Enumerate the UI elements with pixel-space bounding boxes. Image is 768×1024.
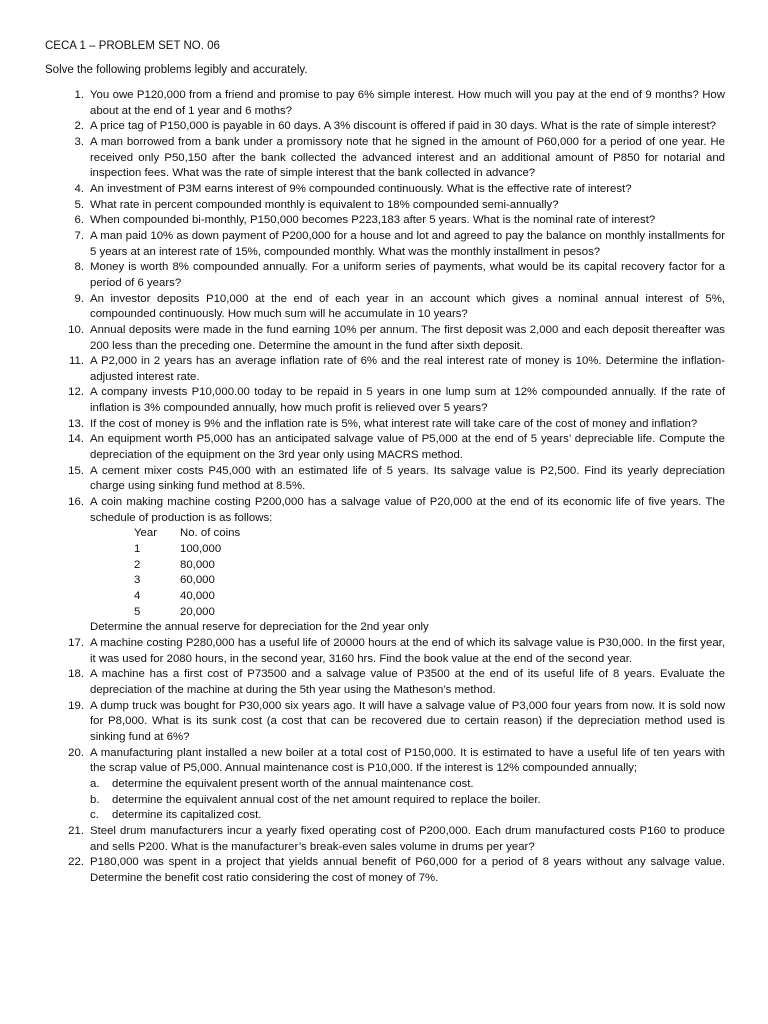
sub-question-letter: a.: [90, 777, 100, 790]
problem-text: A man paid 10% as down payment of P200,000 for a house and lot and agreed to pay the balance on monthly installments for 5 years at an interest rate of 15%, compounded monthly. What was the monthly installment in pesos?: [90, 229, 725, 258]
problem-item: [45, 464, 725, 495]
table-cell: 2: [134, 558, 141, 571]
sub-question-text: determine the equivalent annual cost of the net amount required to replace the boiler.: [112, 793, 541, 806]
table-cell: 60,000: [180, 574, 215, 587]
problem-item: [45, 667, 725, 698]
table-row: [134, 542, 240, 558]
sub-question: [90, 793, 725, 809]
problem-number: 16.: [68, 496, 84, 509]
problem-text: A P2,000 in 2 years has an average inflation rate of 6% and the real interest rate of money is 10%. Determine the inflation-adjusted interest rate.: [90, 355, 725, 383]
problem-item: [45, 88, 725, 119]
sub-question-text: determine the equivalent present worth of the annual maintenance cost.: [112, 777, 474, 790]
sub-question: [90, 808, 725, 824]
problem-text: What rate in percent compounded monthly is equivalent to 18% compounded semi-annually?: [90, 198, 559, 211]
problem-text: An equipment worth P5,000 has an anticipated salvage value of P5,000 at the end of 5 years’ depreciable life. Compute the depreciation of the equipment on the 3rd year only using MACRS method.: [90, 433, 725, 462]
sub-question-letter: b.: [90, 793, 100, 806]
table-cell: 40,000: [180, 590, 215, 602]
problem-item: [45, 260, 725, 291]
problem-item: [45, 198, 725, 214]
problem-item: [45, 229, 725, 260]
table-cell: 4: [134, 590, 141, 602]
problem-text: You owe P120,000 from a friend and promise to pay 6% simple interest. How much will you pay at the end of 9 months? How about at the end of 1 year and 6 moths?: [90, 89, 725, 117]
problem-number: 20.: [68, 746, 84, 759]
table-header-cell: No. of coins: [180, 527, 241, 540]
problem-number: 9.: [74, 292, 84, 305]
problem-text: A coin making machine costing P200,000 has a salvage value of P20,000 at the end of its economic life of five years. The schedule of production is as follows:: [90, 496, 725, 524]
table-header-row: [134, 526, 240, 542]
document-title: CECA 1 – PROBLEM SET NO. 06: [45, 40, 220, 52]
problem-number: 1.: [74, 89, 84, 101]
problem-text: An investor deposits P10,000 at the end of each year in an account which gives a nominal annual interest of 5%, compounded continuously. How much sum will he accumulate in 10 years?: [90, 292, 725, 321]
problem-item: [45, 417, 725, 433]
table-row: [134, 558, 240, 574]
problem-number: 2.: [74, 120, 84, 133]
problem-number: 18.: [68, 668, 84, 681]
problem-number: 15.: [68, 464, 84, 477]
problem-text: A dump truck was bought for P30,000 six years ago. It will have a salvage value of P3,000 four years from now. It is sold now for P8,000. What is its sunk cost (a cost that can be recovered due to certain reason) if the depreciation method used is sinking fund at 6%?: [90, 699, 725, 743]
problem-number: 6.: [74, 214, 84, 227]
problem-number: 22.: [68, 856, 84, 869]
problem-item: [45, 855, 725, 886]
problem-number: 21.: [68, 824, 84, 837]
table-row: [134, 573, 240, 589]
table-cell: 5: [134, 605, 141, 618]
instructions: Solve the following problems legibly and accurately.: [45, 64, 308, 76]
problem-item: [45, 354, 725, 385]
problem-text: If the cost of money is 9% and the inflation rate is 5%, what interest rate will take care of the cost of money and inflation?: [90, 417, 698, 430]
problem-text: Annual deposits were made in the fund earning 10% per annum. The first deposit was 2,000 and each deposit thereafter was 200 less than the preceding one. Determine the amount in the fund after sixth deposit.: [90, 323, 725, 352]
problem-item: [45, 636, 725, 667]
table-cell: 100,000: [180, 543, 222, 556]
problem-item: [45, 292, 725, 323]
problem-text: An investment of P3M earns interest of 9% compounded continuously. What is the effective rate of interest?: [90, 182, 632, 195]
sub-question: [90, 777, 725, 793]
problem-item: [45, 495, 725, 636]
table-cell: 3: [134, 574, 141, 587]
problem-number: 10.: [68, 323, 84, 336]
table-cell: 80,000: [180, 558, 215, 571]
problem-number: 7.: [74, 229, 84, 242]
problem-list: [45, 88, 725, 886]
problem-text: Steel drum manufacturers incur a yearly fixed operating cost of P200,000. Each drum manufactured costs P160 to produce and sells P200. What is the manufacturer’s break-even sales volume in drums per year?: [90, 824, 725, 853]
problem-item: [45, 213, 725, 229]
problem-text: A price tag of P150,000 is payable in 60 days. A 3% discount is offered if paid in 30 days. What is the rate of simple interest?: [90, 120, 717, 133]
table-header-cell: Year: [134, 527, 158, 540]
problem-item: [45, 824, 725, 855]
problem-number: 5.: [74, 198, 84, 211]
table-cell: 1: [134, 543, 141, 556]
problem-text: Money is worth 8% compounded annually. For a uniform series of payments, what would be its capital recovery factor for a period of 6 years?: [90, 261, 725, 289]
problem-text: A machine has a first cost of P73500 and a salvage value of P3500 at the end of its useful life of 8 years. Evaluate the depreciation of the machine at during the 5th year using the Matheson’s method.: [90, 668, 725, 696]
problem-number: 8.: [74, 261, 84, 274]
problem-number: 19.: [68, 699, 84, 712]
problem-number: 11.: [69, 355, 84, 368]
problem-number: 14.: [68, 433, 84, 446]
problem-number: 4.: [74, 182, 84, 195]
sub-question-letter: c.: [90, 809, 99, 822]
table-row: [134, 605, 240, 621]
problem-number: 17.: [68, 636, 84, 649]
problem-item: [45, 323, 725, 354]
problem-text: A company invests P10,000.00 today to be repaid in 5 years in one lump sum at 12% compounded annually. If the rate of inflation is 3% compounded annually, how much profit is relieved over 5 years?: [90, 386, 725, 415]
problem-question: Determine the annual reserve for depreciation for the 2nd year only: [90, 621, 429, 634]
problem-text: P180,000 was spent in a project that yields annual benefit of P60,000 for a period of 8 years without any salvage value. Determine the benefit cost ratio considering the cost of money of 7%.: [90, 856, 725, 884]
problem-item: [45, 432, 725, 463]
problem-text: When compounded bi-monthly, P150,000 becomes P223,183 after 5 years. What is the nominal rate of interest?: [90, 214, 656, 227]
table-cell: 20,000: [180, 605, 215, 618]
problem-text: A cement mixer costs P45,000 with an estimated life of 5 years. Its salvage value is P2,500. Find its yearly depreciation charge using sinking fund method at 8.5%.: [90, 464, 725, 493]
problem-text: A manufacturing plant installed a new boiler at a total cost of P150,000. It is estimated to have a useful life of ten years with the scrap value of P5,000. Annual maintenance cost is P10,000. If the interest is 12% compounded annually;: [90, 746, 725, 775]
problem-number: 3.: [74, 135, 84, 148]
problem-number: 12.: [68, 386, 84, 399]
problem-item: [45, 385, 725, 416]
table-row: [134, 589, 240, 605]
problem-item: [45, 119, 725, 135]
production-schedule-table: [134, 526, 240, 620]
problem-text: A machine costing P280,000 has a useful life of 20000 hours at the end of which its salvage value is P30,000. In the first year, it was used for 2080 hours, in the second year, 3160 hrs. Find the book value at the end of the second year.: [90, 636, 725, 665]
problem-number: 13.: [68, 417, 84, 430]
problem-item: [45, 699, 725, 746]
problem-item: [45, 135, 725, 182]
problem-item: [45, 746, 725, 824]
problem-item: [45, 182, 725, 198]
problem-text: A man borrowed from a bank under a promissory note that he signed in the amount of P60,000 for a period of one year. He received only P50,150 after the bank collected the advanced interest and an additional amount of P850 for notarial and inspection fees. What was the rate of simple interest that the bank collected in advance?: [90, 135, 725, 180]
sub-question-text: determine its capitalized cost.: [112, 809, 262, 822]
